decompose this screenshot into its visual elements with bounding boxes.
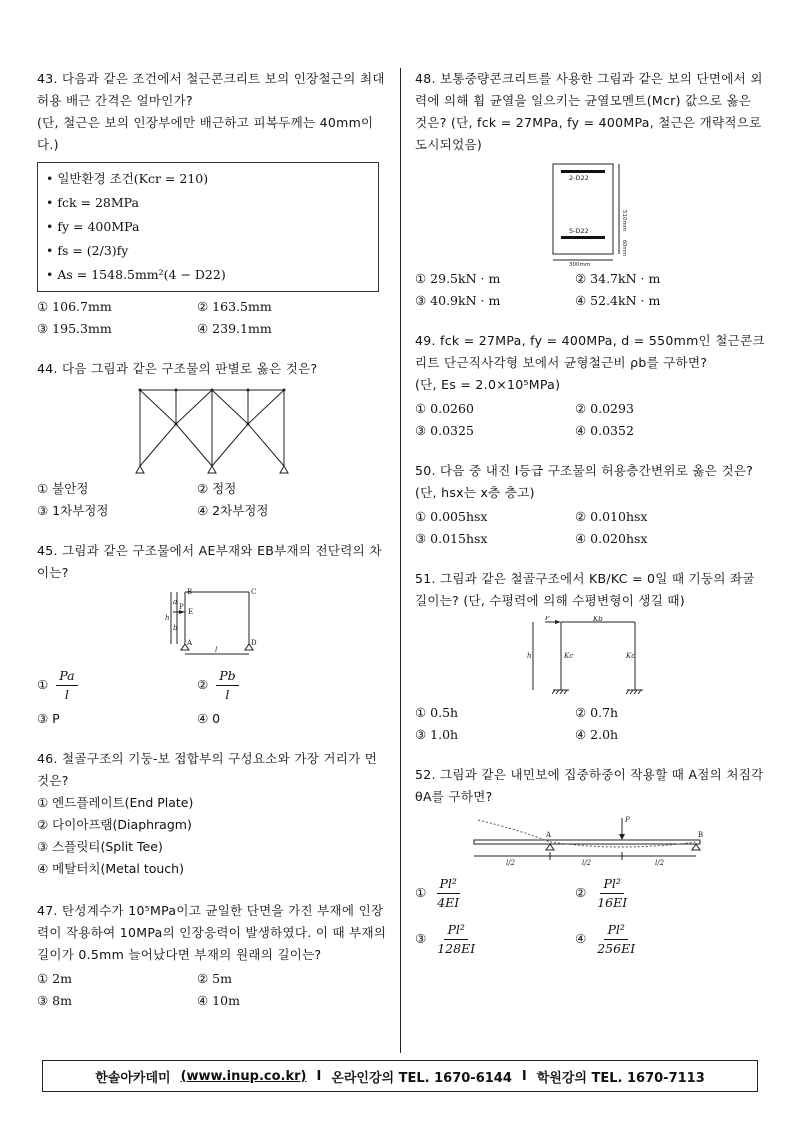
left-column [37, 68, 387, 1030]
label-top-bars: 2-D22 [569, 174, 589, 182]
option[interactable]: ③ 스플릿티(Split Tee) [37, 839, 163, 854]
footer-separator: I [316, 1068, 322, 1084]
frame-figure-51 [525, 616, 655, 700]
condition-item: • 일반환경 조건(Kcr = 210) [46, 171, 209, 186]
question-44-text: 44. 다음 그림과 같은 구조물의 판별로 옳은 것은? [37, 361, 318, 376]
label-l: l [215, 646, 218, 654]
option[interactable]: ④ 239.1mm [197, 321, 272, 336]
footer-separator: I [521, 1068, 527, 1084]
label-A: A [546, 831, 552, 839]
label-span-3: l/2 [655, 859, 665, 867]
numerator: Pl² [604, 921, 627, 940]
option[interactable]: ④ 10m [197, 993, 240, 1008]
truss-figure [132, 384, 292, 476]
option[interactable]: ④ 0 [197, 711, 221, 726]
option[interactable]: ② 다이아프램(Diaphragm) [37, 817, 192, 832]
label-E: E [188, 608, 194, 616]
right-column [415, 68, 765, 980]
question-46 [37, 748, 387, 880]
question-49-options [415, 400, 765, 440]
label-span-2: l/2 [582, 859, 592, 867]
question-48-options [415, 270, 765, 310]
question-51-options [415, 704, 765, 744]
option-mark: ② [197, 677, 209, 692]
question-50-options [415, 508, 765, 548]
denominator: 128EI [437, 940, 476, 956]
question-50-text: 50. 다음 중 내진 I등급 구조물의 허용층간변위로 옳은 것은? (단, hsx는 x층 층고) [415, 463, 754, 500]
question-47-text: 47. 탄성계수가 10⁵MPa이고 균일한 단면을 가진 부재에 인장력이 작용하여 10MPa의 인장응력이 발생하였다. 이 때 부재의 길이가 0.5mm 늘어났다면 부재의 원래의 길이는? [37, 903, 387, 962]
label-B: B [187, 588, 193, 596]
fraction [594, 875, 630, 912]
footer-bar [42, 1060, 758, 1092]
label-Kb: Kb [593, 616, 603, 623]
fraction [434, 875, 462, 912]
denominator: l [225, 686, 230, 702]
condition-item: • fck = 28MPa [46, 195, 139, 210]
question-49 [415, 330, 765, 440]
label-P: P [545, 616, 550, 622]
option[interactable]: ④ 2.0h [575, 727, 619, 742]
question-49-text: 49. fck = 27MPa, fy = 400MPa, d = 550mm인 철근콘크리트 단근직사각형 보에서 균형철근비 ρb를 구하면? [415, 333, 765, 370]
footer-academy: 한솔아카데미 [95, 1070, 171, 1086]
footer-url-link[interactable]: (www.inup.co.kr) [180, 1068, 307, 1084]
label-depth: 510mm [621, 210, 627, 232]
question-45-text: 45. 그림과 같은 구조물에서 AE부재와 EB부재의 전단력의 차이는? [37, 543, 382, 580]
question-46-text: 46. 철골구조의 기둥-보 접합부의 구성요소와 가장 거리가 먼 것은? [37, 751, 378, 788]
option[interactable]: ② 0.0293 [575, 401, 634, 416]
numerator: Pa [56, 667, 77, 686]
option[interactable]: ③ 1차부정정 [37, 503, 109, 518]
fraction [216, 667, 238, 704]
question-52-options [415, 872, 765, 960]
fraction [56, 667, 77, 704]
question-51 [415, 568, 765, 744]
option[interactable]: ③ 0.0325 [415, 423, 474, 438]
label-h: h [165, 614, 170, 622]
label-h: h [527, 652, 532, 660]
overhang-beam-figure [470, 812, 710, 868]
label-Kc-right: Kc [626, 652, 636, 660]
question-51-text: 51. 그림과 같은 철골구조에서 KB/KC = 0일 때 기둥의 좌굴길이는? (단, 수평력에 의해 수평변형이 생길 때) [415, 571, 755, 608]
option[interactable]: ① 엔드플레이트(End Plate) [37, 795, 194, 810]
option[interactable] [575, 872, 755, 914]
option[interactable]: ② 정정 [197, 481, 237, 496]
question-49-note: (단, Es = 2.0×10⁵MPa) [415, 377, 561, 392]
option[interactable] [197, 664, 377, 706]
column-divider [400, 68, 401, 1053]
option[interactable] [415, 918, 575, 960]
label-span-1: l/2 [506, 859, 516, 867]
question-50 [415, 460, 765, 548]
numerator: Pb [216, 667, 238, 686]
condition-box [37, 162, 379, 292]
option-mark: ④ [575, 931, 587, 946]
beam-section-figure [545, 160, 635, 266]
question-44-options [37, 480, 387, 520]
label-cover: 60mm [621, 240, 627, 257]
question-47-options [37, 970, 387, 1010]
option[interactable]: ④ 메탈터치(Metal touch) [37, 861, 184, 876]
denominator: 4EI [437, 894, 460, 910]
option[interactable]: ① 0.5h [415, 705, 459, 720]
question-45-options [37, 664, 387, 728]
label-a: a [173, 598, 178, 606]
numerator: Pl² [600, 875, 623, 894]
numerator: Pl² [437, 875, 460, 894]
question-52-text: 52. 그림과 같은 내민보에 집중하중이 작용할 때 A점의 처짐각 θA를 구하면? [415, 767, 764, 804]
option[interactable]: ④ 52.4kN · m [575, 293, 661, 308]
option[interactable]: ② 5m [197, 971, 232, 986]
option[interactable]: ③ P [37, 711, 60, 726]
option[interactable]: ② 163.5mm [197, 299, 272, 314]
option-mark: ③ [415, 931, 427, 946]
question-46-options [37, 792, 387, 880]
label-D: D [251, 639, 257, 647]
numerator: Pl² [444, 921, 467, 940]
condition-item: • fs = (2/3)fy [46, 243, 129, 258]
option[interactable]: ① 29.5kN · m [415, 271, 501, 286]
option[interactable]: ② 34.7kN · m [575, 271, 661, 286]
option[interactable]: ③ 0.015hsx [415, 531, 488, 546]
condition-item: • As = 1548.5mm²(4 − D22) [46, 267, 226, 282]
option-mark: ② [575, 885, 587, 900]
question-44 [37, 358, 387, 520]
option[interactable] [37, 664, 197, 706]
denominator: 16EI [597, 894, 628, 910]
label-width: 300mm [569, 262, 591, 266]
footer-online-tel: 온라인강의 TEL. 1670-6144 [331, 1070, 512, 1086]
question-43-note: (단, 철근은 보의 인장부에만 배근하고 피복두께는 40mm이다.) [37, 115, 374, 152]
option[interactable]: ④ 0.020hsx [575, 531, 648, 546]
question-48-text: 48. 보통중량콘크리트를 사용한 그림과 같은 보의 단면에서 외력에 의해 휨 균열을 일으키는 균열모멘트(Mcr) 값으로 옳은 것은? (단, fck = 27MPa, fy = 400MPa, 철근은 개략적으로 도시되었음) [415, 71, 763, 152]
option[interactable]: ② 0.7h [575, 705, 619, 720]
option[interactable]: ① 0.005hsx [415, 509, 488, 524]
frame-figure-45 [157, 588, 267, 660]
fraction [594, 921, 638, 958]
label-b: b [173, 624, 178, 632]
label-C: C [251, 588, 257, 596]
option[interactable] [575, 918, 755, 960]
option[interactable]: ③ 8m [37, 993, 72, 1008]
option[interactable]: ③ 40.9kN · m [415, 293, 501, 308]
label-bottom-bars: 5-D22 [569, 227, 589, 235]
denominator: l [64, 686, 69, 702]
question-43 [37, 68, 387, 338]
label-B: B [698, 831, 704, 839]
option[interactable]: ③ 195.3mm [37, 321, 112, 336]
question-52 [415, 764, 765, 960]
option-mark: ① [415, 885, 427, 900]
option[interactable]: ① 2m [37, 971, 72, 986]
option[interactable]: ① 106.7mm [37, 299, 112, 314]
question-43-text: 43. 다음과 같은 조건에서 철근콘크리트 보의 인장철근의 최대 허용 배근 간격은 얼마인가? [37, 71, 385, 108]
footer-offline-tel: 학원강의 TEL. 1670-7113 [536, 1070, 705, 1086]
question-47 [37, 900, 387, 1010]
option[interactable]: ④ 0.0352 [575, 423, 634, 438]
label-A: A [187, 639, 193, 647]
question-48 [415, 68, 765, 310]
label-P: P [625, 816, 630, 824]
option-mark: ① [37, 677, 49, 692]
condition-item: • fy = 400MPa [46, 219, 140, 234]
denominator: 256EI [597, 940, 636, 956]
option[interactable]: ① 0.0260 [415, 401, 474, 416]
question-43-options [37, 298, 387, 338]
question-45 [37, 540, 387, 728]
label-Kc-left: Kc [564, 652, 574, 660]
option[interactable]: ② 0.010hsx [575, 509, 648, 524]
fraction [434, 921, 478, 958]
option[interactable]: ① 불안정 [37, 481, 89, 496]
option[interactable]: ③ 1.0h [415, 727, 459, 742]
option[interactable] [415, 872, 575, 914]
label-P: P [179, 603, 184, 611]
option[interactable]: ④ 2차부정정 [197, 503, 269, 518]
